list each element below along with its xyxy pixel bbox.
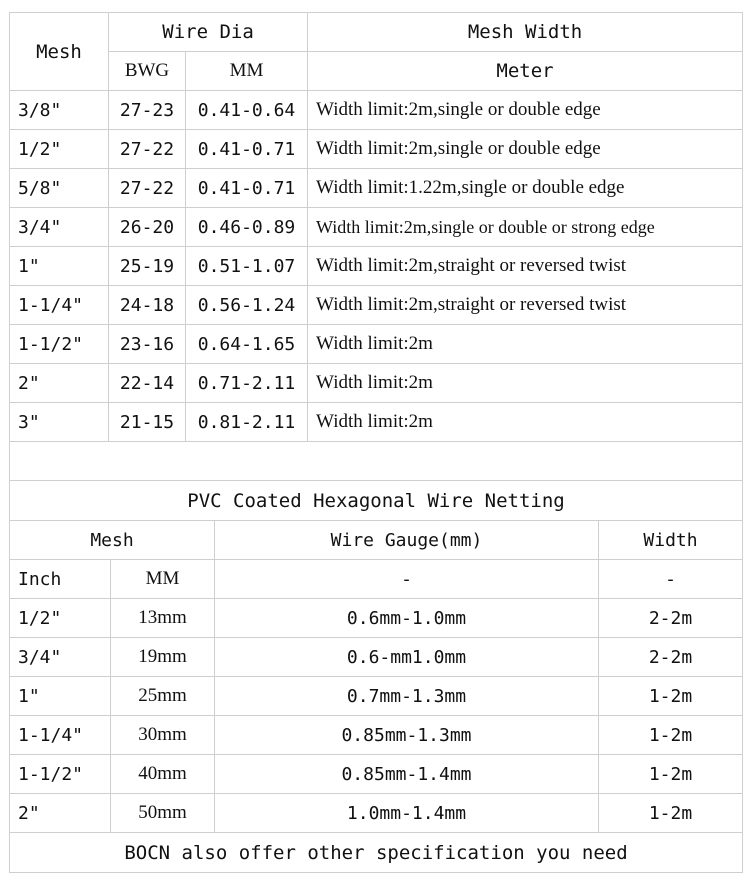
cell-inch: 1-1/2"	[10, 755, 111, 794]
cell-mm: 0.64-1.65	[186, 325, 308, 364]
spacer-row	[10, 442, 743, 481]
cell-mm: 50mm	[111, 794, 215, 833]
header-meter: Meter	[308, 52, 743, 91]
table-row	[10, 677, 743, 716]
cell-width: Width limit:2m,straight or reversed twist	[308, 286, 743, 325]
cell-bwg: 26-20	[109, 208, 186, 247]
cell-mm: 19mm	[111, 638, 215, 677]
cell-mm: 0.41-0.71	[186, 169, 308, 208]
spacer-cell	[10, 442, 743, 481]
cell-inch: 1/2"	[10, 599, 111, 638]
header-wire-dia: Wire Dia	[109, 13, 308, 52]
cell-inch: 3/4"	[10, 638, 111, 677]
cell-bwg: 27-22	[109, 130, 186, 169]
cell-inch: 1-1/4"	[10, 716, 111, 755]
header-wire-gauge: Wire Gauge(mm)	[215, 521, 599, 560]
cell-mesh: 1/2"	[10, 130, 109, 169]
table-row	[10, 169, 743, 208]
footer-note: BOCN also offer other specification you need	[10, 833, 743, 873]
cell-width: Width limit:2m	[308, 403, 743, 442]
cell-gauge: 0.7mm-1.3mm	[215, 677, 599, 716]
header-row-2	[10, 560, 743, 599]
header-bwg: BWG	[109, 52, 186, 91]
cell-bwg: 24-18	[109, 286, 186, 325]
header-inch: Inch	[10, 560, 111, 599]
cell-width: Width limit:2m	[308, 325, 743, 364]
header-mesh: Mesh	[10, 13, 109, 91]
cell-mm: 13mm	[111, 599, 215, 638]
footer-row	[10, 833, 743, 873]
cell-width: 2-2m	[599, 599, 743, 638]
header-gauge-dash: -	[215, 560, 599, 599]
cell-mm: 0.51-1.07	[186, 247, 308, 286]
header-row-1	[10, 13, 743, 52]
cell-mm: 0.46-0.89	[186, 208, 308, 247]
cell-bwg: 22-14	[109, 364, 186, 403]
cell-width: 1-2m	[599, 677, 743, 716]
cell-mm: 0.56-1.24	[186, 286, 308, 325]
header-row-1	[10, 521, 743, 560]
cell-gauge: 1.0mm-1.4mm	[215, 794, 599, 833]
cell-mesh: 3/8"	[10, 91, 109, 130]
cell-width: Width limit:2m,straight or reversed twist	[308, 247, 743, 286]
cell-gauge: 0.6mm-1.0mm	[215, 599, 599, 638]
spec-sheet	[9, 12, 742, 873]
title-row	[10, 481, 743, 521]
cell-bwg: 27-22	[109, 169, 186, 208]
cell-mesh: 1-1/2"	[10, 325, 109, 364]
header-row-2	[10, 52, 743, 91]
pvc-coated-netting-table	[9, 480, 743, 873]
cell-mm: 0.71-2.11	[186, 364, 308, 403]
header-mm: MM	[186, 52, 308, 91]
table-row	[10, 325, 743, 364]
cell-mesh: 1"	[10, 247, 109, 286]
table-row	[10, 403, 743, 442]
cell-mesh: 1-1/4"	[10, 286, 109, 325]
cell-width: Width limit:2m	[308, 364, 743, 403]
cell-mm: 0.41-0.64	[186, 91, 308, 130]
header-width-dash: -	[599, 560, 743, 599]
cell-mm: 0.81-2.11	[186, 403, 308, 442]
cell-inch: 2"	[10, 794, 111, 833]
cell-bwg: 23-16	[109, 325, 186, 364]
cell-mesh: 3/4"	[10, 208, 109, 247]
cell-width: 2-2m	[599, 638, 743, 677]
cell-inch: 1"	[10, 677, 111, 716]
cell-bwg: 25-19	[109, 247, 186, 286]
cell-width: Width limit:2m,single or double edge	[308, 91, 743, 130]
table-row	[10, 716, 743, 755]
table-row	[10, 130, 743, 169]
cell-bwg: 27-23	[109, 91, 186, 130]
cell-width: Width limit:2m,single or double or strong edge	[308, 208, 743, 247]
table-row	[10, 638, 743, 677]
table-row	[10, 247, 743, 286]
cell-mm: 25mm	[111, 677, 215, 716]
table-title: PVC Coated Hexagonal Wire Netting	[10, 481, 743, 521]
cell-gauge: 0.85mm-1.3mm	[215, 716, 599, 755]
cell-bwg: 21-15	[109, 403, 186, 442]
cell-width: Width limit:1.22m,single or double edge	[308, 169, 743, 208]
header-mesh: Mesh	[10, 521, 215, 560]
cell-gauge: 0.85mm-1.4mm	[215, 755, 599, 794]
header-mesh-width: Mesh Width	[308, 13, 743, 52]
cell-mesh: 5/8"	[10, 169, 109, 208]
table-row	[10, 208, 743, 247]
wire-netting-spec-table	[9, 12, 743, 480]
table-row	[10, 599, 743, 638]
header-mm: MM	[111, 560, 215, 599]
cell-mesh: 3"	[10, 403, 109, 442]
cell-mm: 40mm	[111, 755, 215, 794]
cell-gauge: 0.6-mm1.0mm	[215, 638, 599, 677]
table-row	[10, 364, 743, 403]
cell-mm: 30mm	[111, 716, 215, 755]
table-row	[10, 755, 743, 794]
cell-width: 1-2m	[599, 716, 743, 755]
table-row	[10, 794, 743, 833]
cell-width: Width limit:2m,single or double edge	[308, 130, 743, 169]
cell-mesh: 2"	[10, 364, 109, 403]
cell-mm: 0.41-0.71	[186, 130, 308, 169]
cell-width: 1-2m	[599, 755, 743, 794]
header-width: Width	[599, 521, 743, 560]
cell-width: 1-2m	[599, 794, 743, 833]
table-row	[10, 286, 743, 325]
table-row	[10, 91, 743, 130]
